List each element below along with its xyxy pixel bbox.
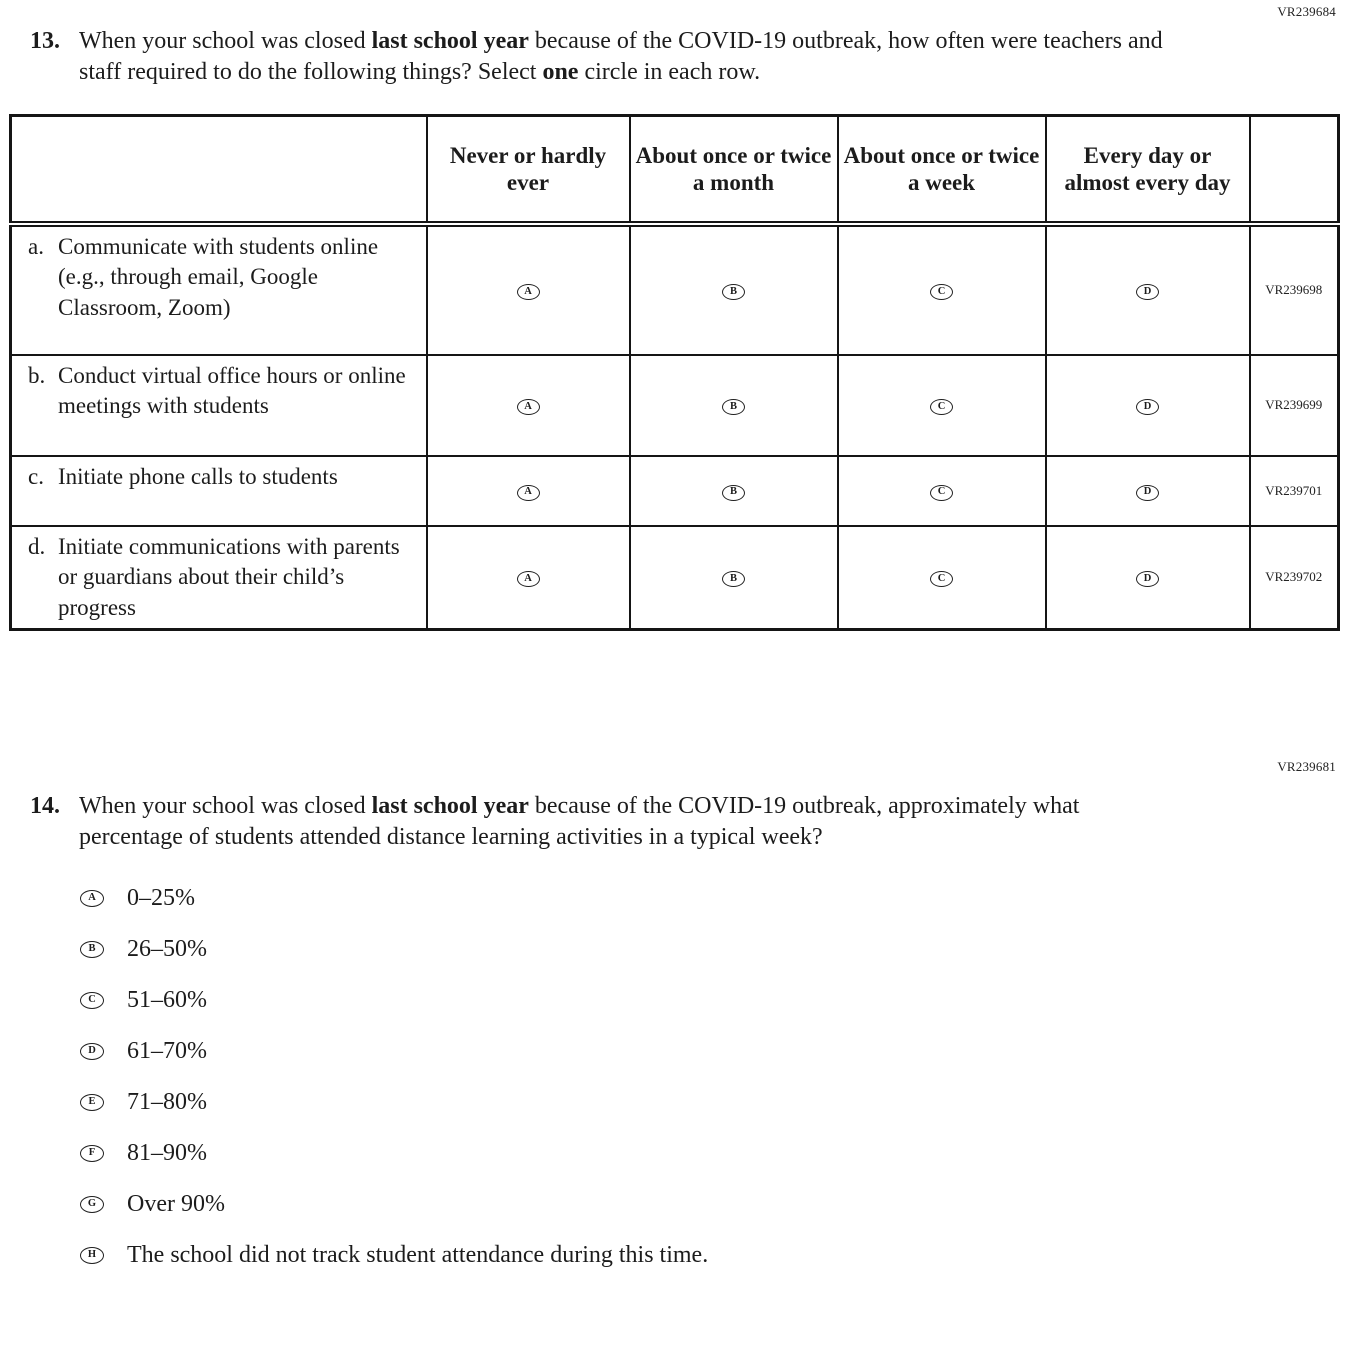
q14-option-b-label: 26–50% [127, 936, 207, 963]
list-item [80, 934, 1346, 964]
prompt-segment-bold: one [542, 59, 579, 86]
q14-option-b-bubble[interactable]: B [80, 941, 104, 958]
answer-bubble-c[interactable]: C [930, 284, 953, 300]
table-row-c [11, 456, 1339, 526]
q14-option-h-label: The school did not track student attendance during this time. [127, 1242, 709, 1269]
answer-bubble-d[interactable]: D [1136, 399, 1159, 415]
row-code: VR239702 [1250, 526, 1339, 630]
list-item [80, 1240, 1346, 1270]
prompt-segment: because of the COVID-19 outbreak, how often were teachers and staff required to do the following things? Select [79, 28, 1163, 86]
grid-header-code [1250, 116, 1339, 224]
grid-header-row [11, 116, 1339, 224]
list-item [80, 1138, 1346, 1168]
question-13-number: 13. [30, 28, 60, 54]
q14-option-c-bubble[interactable]: C [80, 992, 104, 1009]
answer-bubble-b[interactable]: B [722, 571, 745, 587]
q14-option-f-label: 81–90% [127, 1140, 207, 1167]
q14-option-a-label: 0–25% [127, 885, 195, 912]
row-letter: b. [28, 362, 46, 388]
row-text: Initiate communications with parents or guardians about their child’s progress [58, 533, 400, 620]
q13-response-grid [9, 114, 1340, 631]
answer-bubble-d[interactable]: D [1136, 284, 1159, 300]
table-row-d [11, 526, 1339, 630]
q14-option-g-bubble[interactable]: G [80, 1196, 104, 1213]
q14-option-c-label: 51–60% [127, 987, 207, 1014]
answer-bubble-a[interactable]: A [517, 284, 540, 300]
list-item [80, 883, 1346, 913]
row-text: Communicate with students online (e.g., through email, Google Classroom, Zoom) [58, 233, 379, 320]
row-code: VR239698 [1250, 224, 1339, 355]
question-14-prompt [79, 791, 1171, 853]
q14-option-g-label: Over 90% [127, 1191, 225, 1218]
row-stem [12, 361, 420, 422]
answer-bubble-a[interactable]: A [517, 485, 540, 501]
grid-header-col-3: About once or twice a week [838, 116, 1046, 224]
q14-options-list [80, 883, 1346, 1270]
question-13-prompt [79, 26, 1171, 88]
row-text: Initiate phone calls to students [58, 463, 338, 489]
q14-option-e-bubble[interactable]: E [80, 1094, 104, 1111]
grid-header-stem [11, 116, 427, 224]
answer-bubble-a[interactable]: A [517, 399, 540, 415]
q14-option-d-label: 61–70% [127, 1038, 207, 1065]
list-item [80, 1036, 1346, 1066]
row-stem [12, 232, 420, 323]
prompt-segment: circle in each row. [578, 59, 761, 86]
question-13 [0, 26, 1346, 88]
prompt-segment: because of the COVID-19 outbreak, approximately what percentage of students attended distance learning activities in a typical week? [79, 792, 1080, 851]
form-code-mid: VR239681 [1277, 758, 1336, 774]
answer-bubble-b[interactable]: B [722, 485, 745, 501]
row-letter: a. [28, 233, 44, 259]
table-row-a [11, 224, 1339, 355]
row-text: Conduct virtual office hours or online meetings with students [58, 362, 406, 419]
q14-option-h-bubble[interactable]: H [80, 1247, 104, 1264]
question-14 [0, 791, 1346, 853]
row-code: VR239699 [1250, 355, 1339, 456]
answer-bubble-a[interactable]: A [517, 571, 540, 587]
answer-bubble-b[interactable]: B [722, 399, 745, 415]
prompt-segment-bold: last school year [371, 28, 529, 54]
row-stem [12, 532, 420, 623]
prompt-segment: When your school was closed [79, 792, 372, 819]
answer-bubble-d[interactable]: D [1136, 485, 1159, 501]
q14-option-f-bubble[interactable]: F [80, 1145, 104, 1162]
list-item [80, 1189, 1346, 1219]
q14-option-e-label: 71–80% [127, 1089, 207, 1116]
row-code: VR239701 [1250, 456, 1339, 526]
answer-bubble-c[interactable]: C [930, 571, 953, 587]
q14-option-a-bubble[interactable]: A [80, 890, 104, 907]
list-item [80, 1087, 1346, 1117]
grid-header-col-2: About once or twice a month [630, 116, 838, 224]
form-code-top: VR239684 [1277, 4, 1336, 19]
q14-option-d-bubble[interactable]: D [80, 1043, 104, 1060]
grid-header-col-4: Every day or almost every day [1046, 116, 1250, 224]
answer-bubble-b[interactable]: B [722, 284, 745, 300]
grid-header-col-1: Never or hardly ever [427, 116, 630, 224]
row-letter: c. [28, 463, 44, 489]
question-14-number: 14. [30, 792, 60, 819]
prompt-segment: When your school was closed [79, 28, 372, 54]
prompt-segment-bold: last school year [371, 792, 529, 819]
row-letter: d. [28, 533, 46, 559]
row-stem [12, 462, 420, 492]
answer-bubble-d[interactable]: D [1136, 571, 1159, 587]
list-item [80, 985, 1346, 1015]
table-row-b [11, 355, 1339, 456]
answer-bubble-c[interactable]: C [930, 399, 953, 415]
answer-bubble-c[interactable]: C [930, 485, 953, 501]
